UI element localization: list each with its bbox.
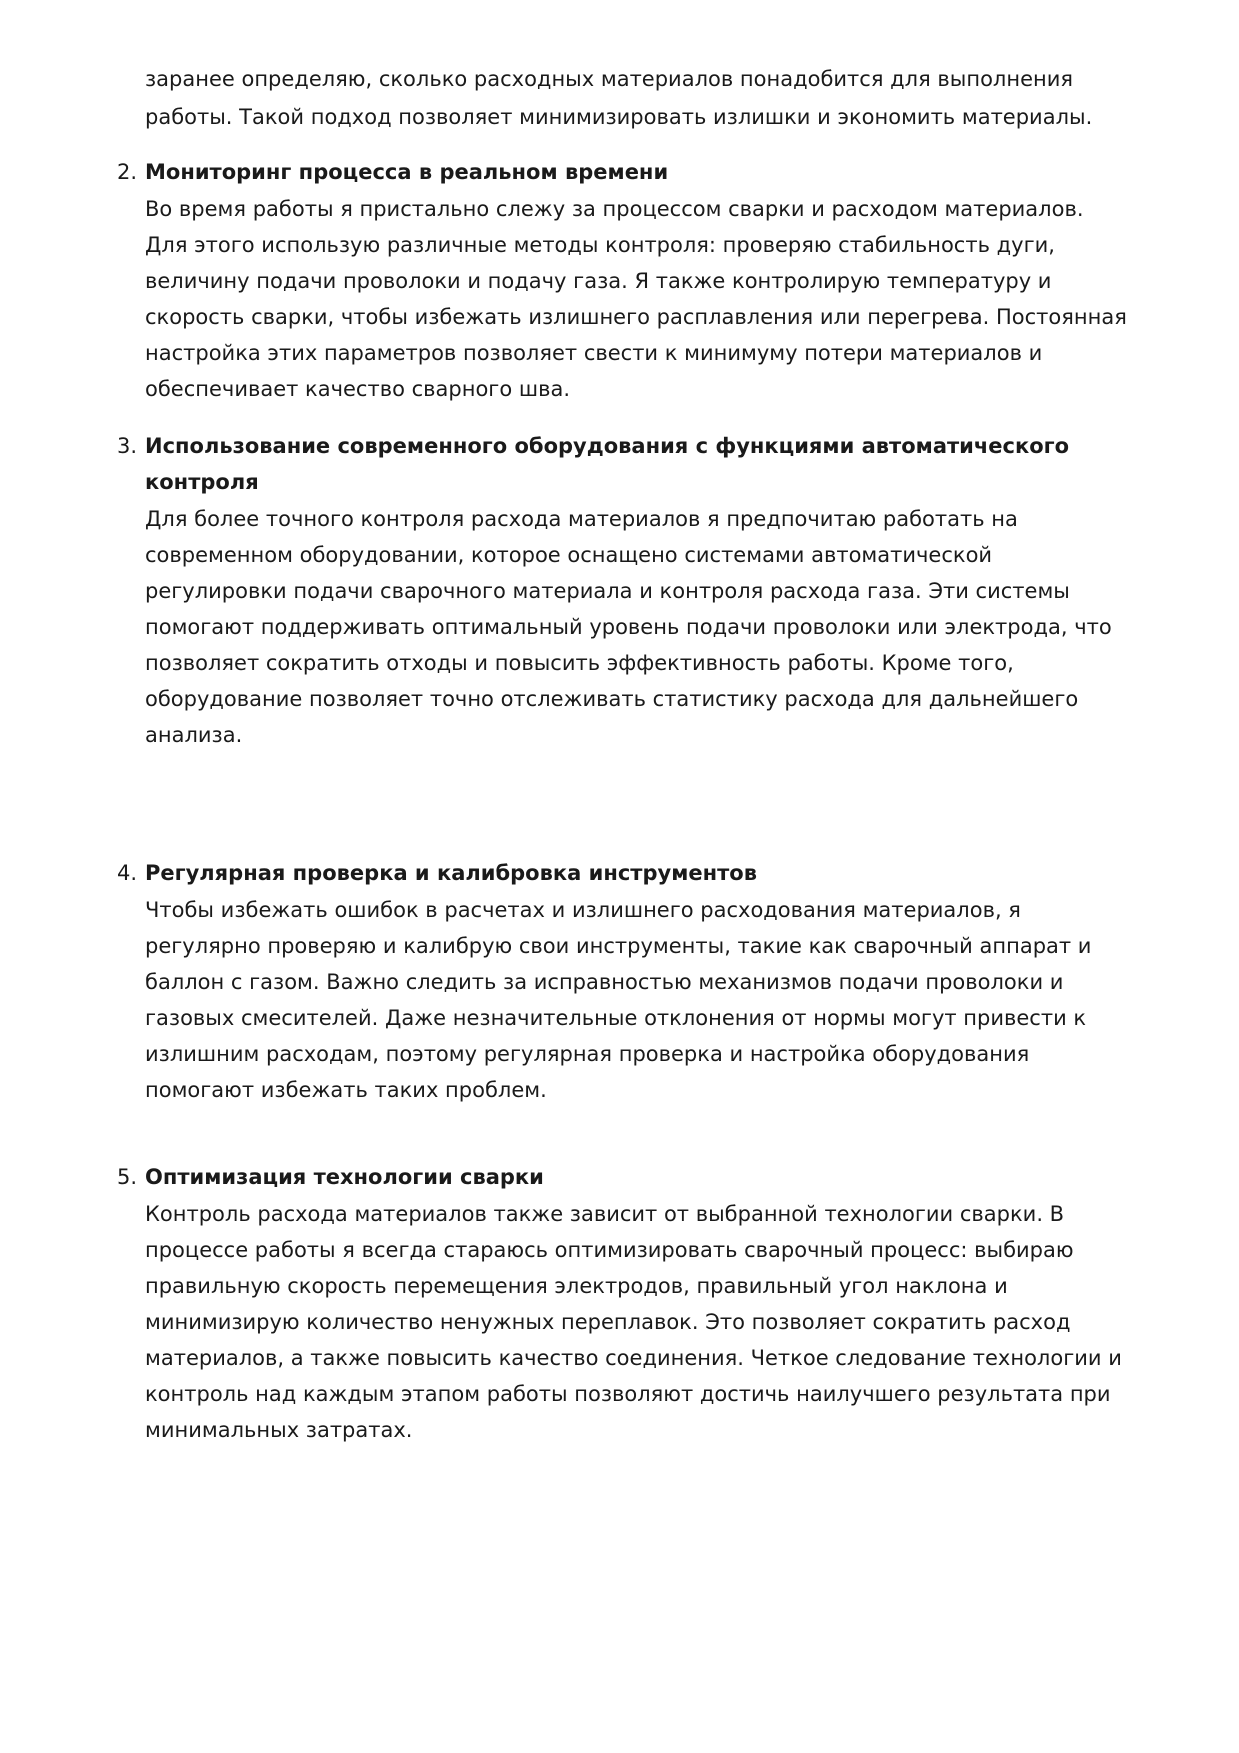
item-title: Мониторинг процесса в реальном времени [145,160,669,184]
item-body-line: контроль над каждым этапом работы позволяют достичь наилучшего результата при [145,1382,1111,1406]
list-number: 4. [117,861,138,885]
item-body-line: оборудование позволяет точно отслеживать статистику расхода для дальнейшего [145,687,1079,711]
item-body-line: позволяет сократить отходы и повысить эффективность работы. Кроме того, [145,651,1014,675]
item-title: Использование современного оборудования с функциями автоматического [145,434,1070,458]
list-number: 3. [117,434,138,458]
item-body-line: газовых смесителей. Даже незначительные отклонения от нормы могут привести к [145,1006,1087,1030]
intro-line: работы. Такой подход позволяет минимизировать излишки и экономить материалы. [145,105,1093,129]
item-body-line: обеспечивает качество сварного шва. [145,377,570,401]
item-body-line: минимальных затратах. [145,1418,413,1442]
item-body-line: материалов, а также повысить качество соединения. Четкое следование технологии и [145,1346,1122,1370]
item-body-line: баллон с газом. Важно следить за исправностью механизмов подачи проволоки и [145,970,1064,994]
item-body-line: анализа. [145,723,243,747]
item-body-line: скорость сварки, чтобы избежать излишнего расплавления или перегрева. Постоянная [145,305,1127,329]
item-body-line: величину подачи проволоки и подачу газа. Я также контролирую температуру и [145,269,1052,293]
item-body-line: Чтобы избежать ошибок в расчетах и излишнего расходования материалов, я [145,898,1021,922]
item-body-line: Для более точного контроля расхода материалов я предпочитаю работать на [145,507,1018,531]
item-body-line: правильную скорость перемещения электродов, правильный угол наклона и [145,1274,1008,1298]
item-body-line: Для этого использую различные методы контроля: проверяю стабильность дуги, [145,233,1055,257]
item-body-line: минимизирую количество ненужных переплавок. Это позволяет сократить расход [145,1310,1071,1334]
item-body-line: помогают избежать таких проблем. [145,1078,547,1102]
list-number: 2. [117,160,138,184]
item-body-line: регулярно проверяю и калибрую свои инструменты, такие как сварочный аппарат и [145,934,1092,958]
item-body-line: регулировки подачи сварочного материала и контроля расхода газа. Эти системы [145,579,1070,603]
list-number: 5. [117,1165,138,1189]
item-title: Регулярная проверка и калибровка инструментов [145,861,757,885]
item-body-line: современном оборудовании, которое оснащено системами автоматической [145,543,993,567]
item-body-line: Контроль расхода материалов также зависит от выбранной технологии сварки. В [145,1202,1065,1226]
item-body-line: излишним расходам, поэтому регулярная проверка и настройка оборудования [145,1042,1030,1066]
item-body-line: Во время работы я пристально слежу за процессом сварки и расходом материалов. [145,197,1084,221]
item-title: контроля [145,470,259,494]
item-body-line: процессе работы я всегда стараюсь оптимизировать сварочный процесс: выбираю [145,1238,1074,1262]
item-body-line: настройка этих параметров позволяет свести к минимуму потери материалов и [145,341,1043,365]
item-body-line: помогают поддерживать оптимальный уровень подачи проволоки или электрода, что [145,615,1112,639]
intro-line: заранее определяю, сколько расходных материалов понадобится для выполнения [145,67,1073,91]
item-title: Оптимизация технологии сварки [145,1165,544,1189]
